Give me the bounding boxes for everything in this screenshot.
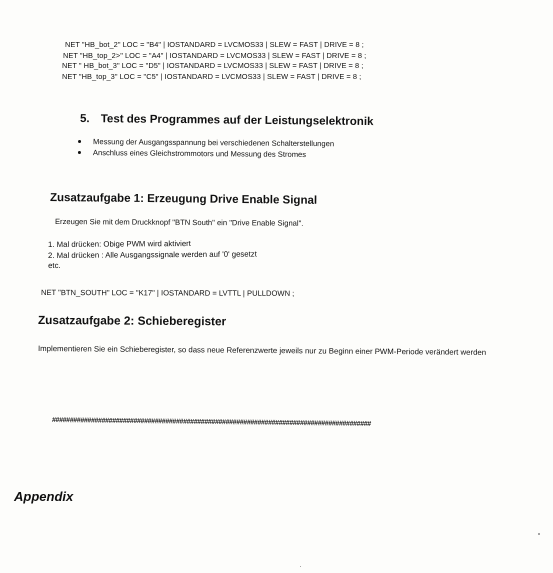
btn-south-net-constraint: NET "BTN_SOUTH" LOC = "K17" | IOSTANDARD = LVTTL | PULLDOWN ; bbox=[40, 288, 295, 298]
list-item bbox=[78, 147, 334, 160]
section-number: 5. bbox=[79, 113, 90, 126]
net-constraint-line: NET "HB_top_2>" LOC = "A4" | IOSTANDARD = LVCMOS33 | SLEW = FAST | DRIVE = 8 ; bbox=[63, 50, 367, 60]
section-5-bullet-list bbox=[78, 136, 334, 160]
zusatzaufgabe-1-intro: Erzeugen Sie mit dem Druckknopf "BTN South" ein "Drive Enable Signal". bbox=[54, 217, 304, 228]
bullet-icon bbox=[78, 140, 81, 143]
scan-speck bbox=[538, 533, 540, 535]
press-line: 2. Mal drücken : Alle Ausgangssignale werden auf '0' gesetzt bbox=[47, 249, 257, 260]
press-line: 1. Mal drücken: Obige PWM wird aktiviert bbox=[47, 239, 191, 250]
net-constraint-line: NET "HB_bot_2" LOC = "B4" | IOSTANDARD = LVCMOS33 | SLEW = FAST | DRIVE = 8 ; bbox=[65, 40, 364, 49]
net-constraint-line: NET "HB_top_3" LOC = "C5" | IOSTANDARD = LVCMOS33 | SLEW = FAST | DRIVE = 8 ; bbox=[62, 71, 362, 81]
section-5-heading bbox=[80, 113, 374, 128]
bullet-icon bbox=[78, 151, 81, 154]
appendix-heading: Appendix bbox=[14, 489, 74, 504]
section-title: Test des Programmes auf der Leistungselektronik bbox=[100, 113, 374, 129]
net-constraint-line: NET " HB_bot_3" LOC = "D5" | IOSTANDARD = LVCMOS33 | SLEW = FAST | DRIVE = 8 ; bbox=[62, 61, 364, 70]
net-constraint-block bbox=[62, 40, 366, 82]
bullet-text: Messung der Ausgangsspannung bei verschiedenen Schalterstellungen bbox=[93, 137, 335, 149]
scan-speck bbox=[300, 566, 301, 567]
hash-separator: ########################################################################################## bbox=[51, 417, 371, 428]
press-line: etc. bbox=[48, 260, 61, 270]
zusatzaufgabe-1-heading: Zusatzaufgabe 1: Erzeugung Drive Enable Signal bbox=[49, 192, 318, 207]
zusatzaufgabe-2-heading: Zusatzaufgabe 2: Schieberegister bbox=[37, 313, 227, 329]
bullet-text: Anschluss eines Gleichstrommotors und Messung des Stromes bbox=[92, 148, 307, 159]
button-press-list bbox=[48, 239, 257, 272]
zusatzaufgabe-2-text: Implementieren Sie ein Schieberegister, so dass neue Referenzwerte jeweils nur zu Beginn einer PWM-Periode verändert werden bbox=[37, 344, 487, 357]
